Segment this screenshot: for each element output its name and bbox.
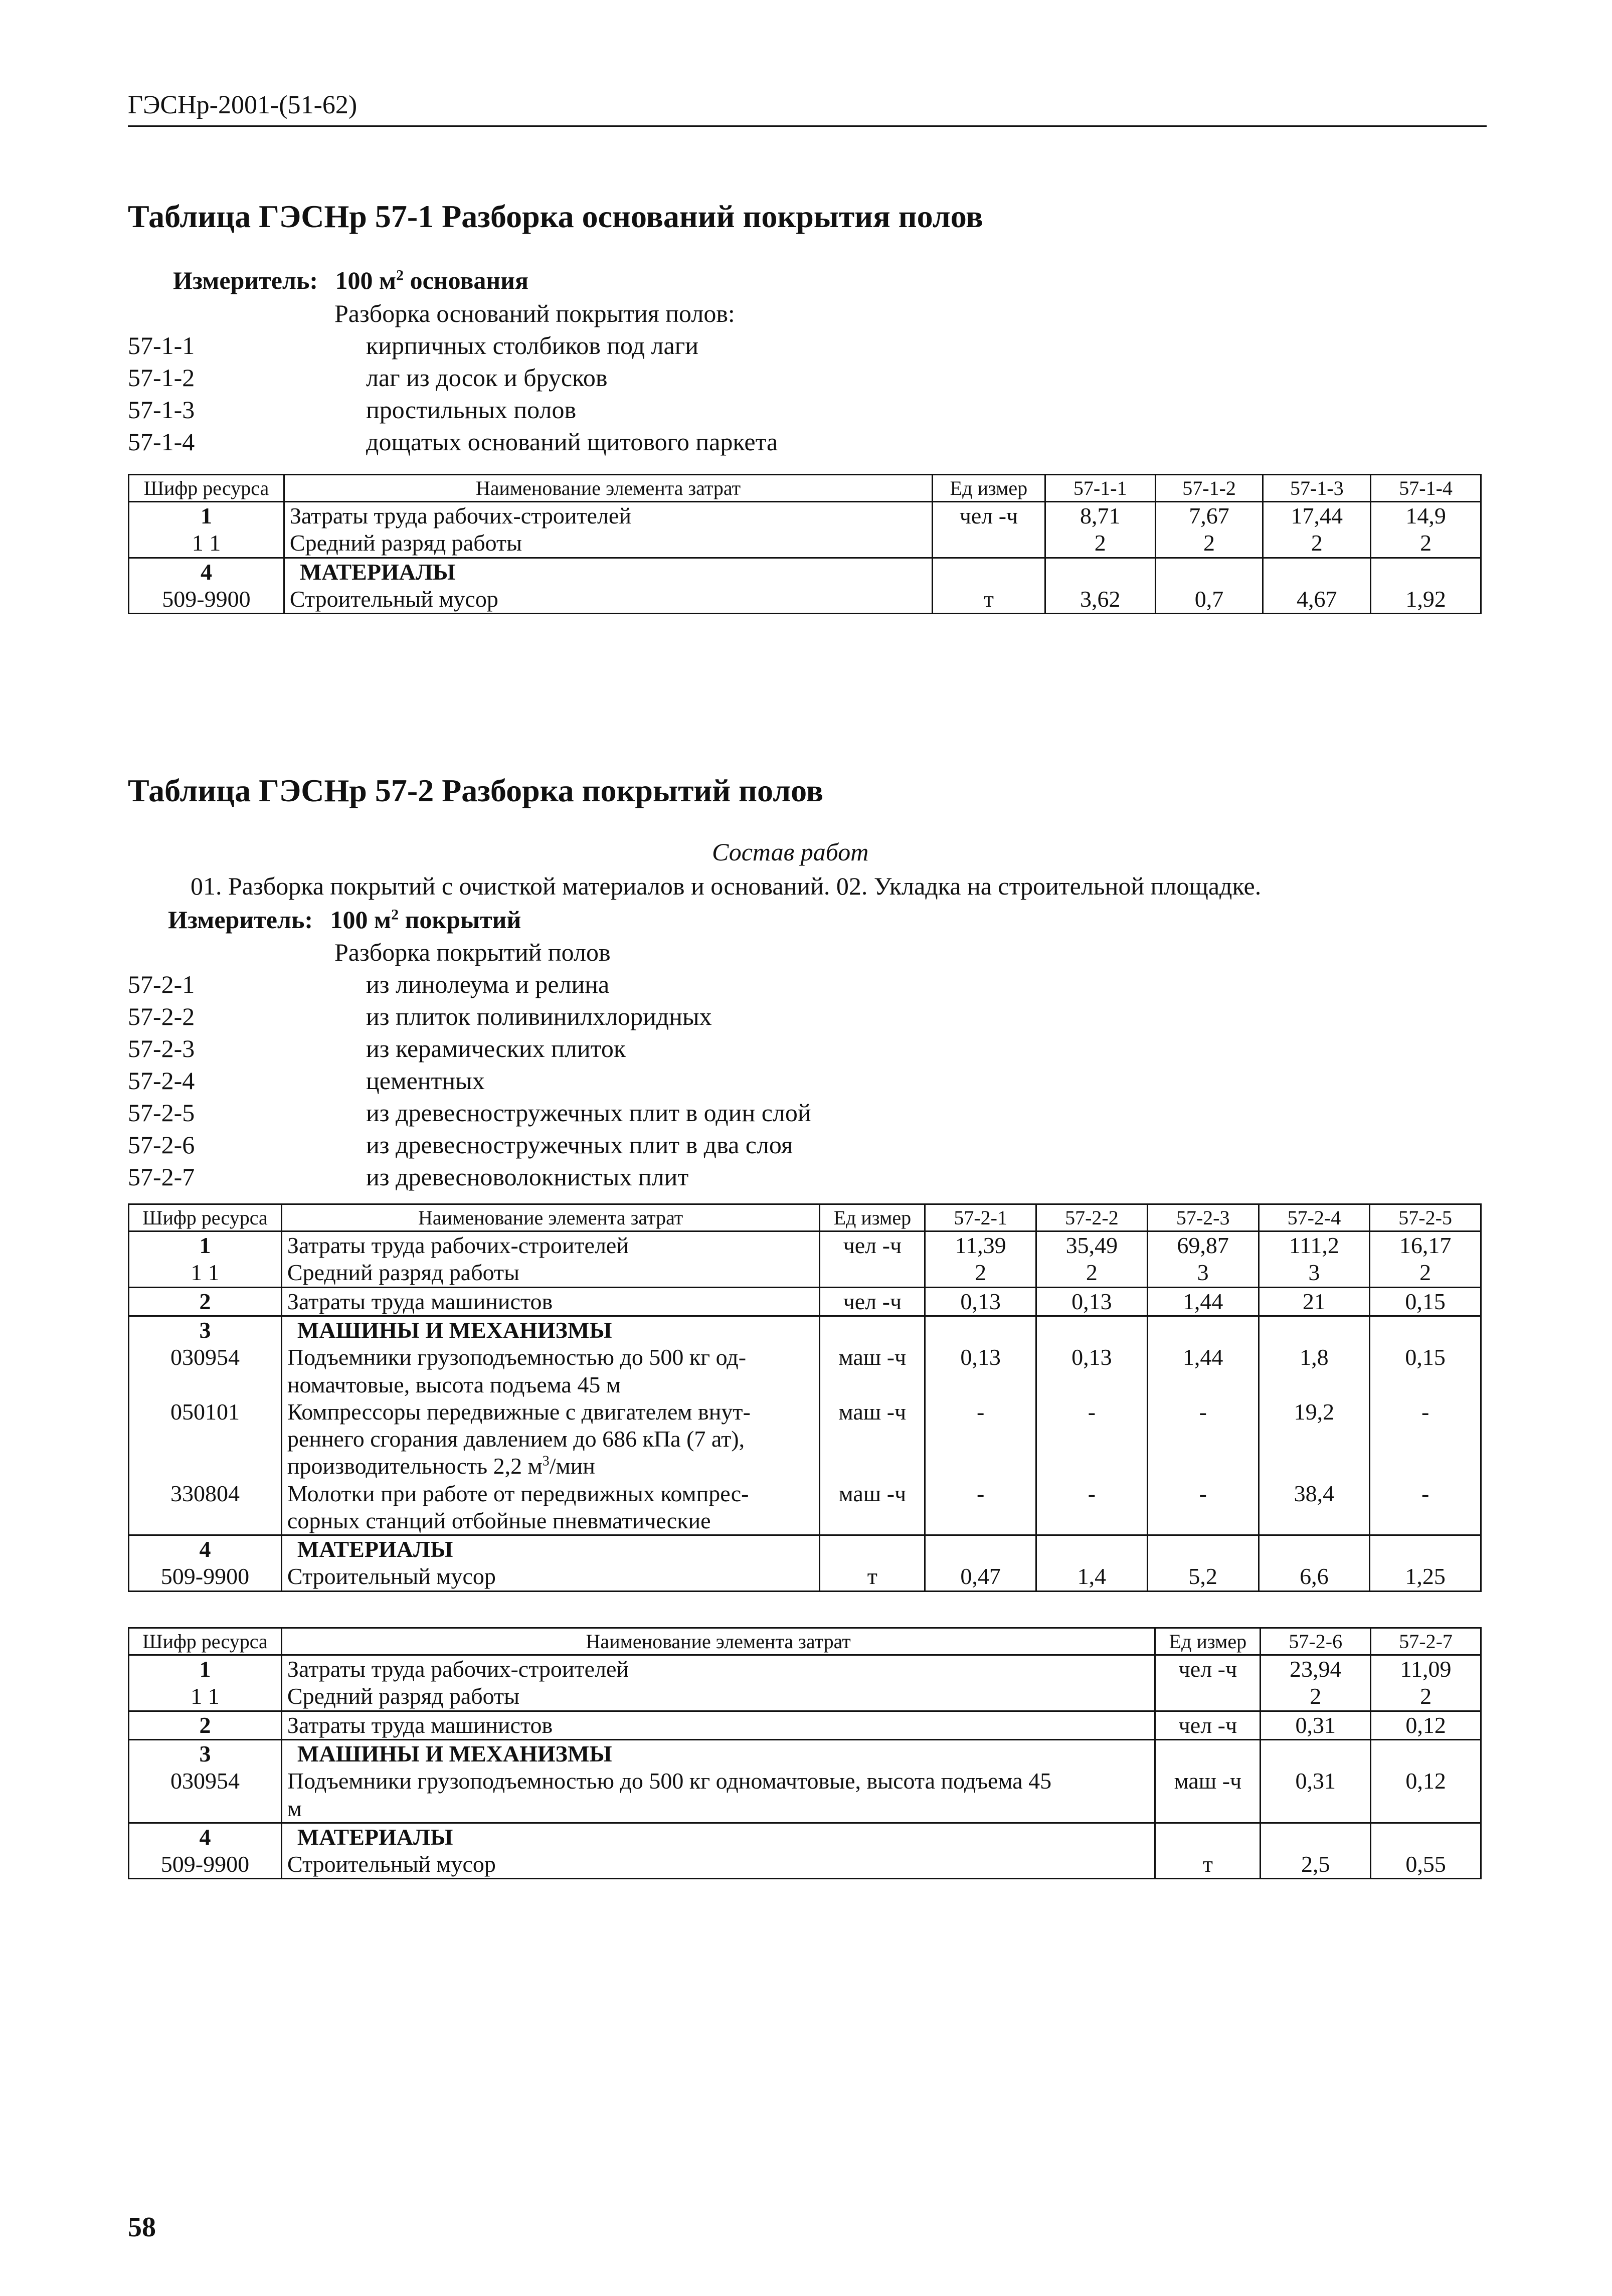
table-cell: 1 1 bbox=[129, 1259, 282, 1287]
table-cell: 0,15 bbox=[1370, 1344, 1481, 1398]
table-cell: МАШИНЫ И МЕХАНИЗМЫ bbox=[281, 1316, 820, 1344]
table-cell: чел -ч bbox=[1155, 1655, 1261, 1683]
table-cell bbox=[820, 1259, 925, 1287]
item-name: из линолеума и релина bbox=[366, 970, 610, 998]
item-code: 57-2-1 bbox=[128, 970, 195, 998]
list-item bbox=[128, 1130, 1131, 1162]
column-header: Наименование элемента затрат bbox=[281, 1204, 820, 1231]
table-cell: 1 bbox=[129, 1655, 282, 1683]
table-cell bbox=[820, 1316, 925, 1344]
page-number: 58 bbox=[128, 2212, 156, 2243]
table-cell: т bbox=[932, 586, 1045, 614]
table-cell bbox=[1261, 1823, 1371, 1851]
table-cell bbox=[1261, 1739, 1371, 1768]
table-cell bbox=[1036, 1535, 1148, 1563]
table-cell: 0,31 bbox=[1261, 1768, 1371, 1823]
table-cell: - bbox=[1370, 1398, 1481, 1480]
column-header: 57-1-1 bbox=[1045, 475, 1155, 502]
item-code: 57-1-1 bbox=[128, 331, 195, 360]
item-name: из керамических плиток bbox=[366, 1034, 626, 1063]
table-cell: 4,67 bbox=[1263, 586, 1371, 614]
table-cell: Строительный мусор bbox=[281, 1851, 1155, 1879]
table-cell: - bbox=[1370, 1480, 1481, 1535]
column-header: 57-1-3 bbox=[1263, 475, 1371, 502]
table-cell: 0,13 bbox=[925, 1344, 1036, 1398]
column-header: Шифр ресурса bbox=[129, 475, 284, 502]
item-name: из древесностружечных плит в два слоя bbox=[366, 1131, 793, 1159]
column-header: Ед измер bbox=[1155, 1628, 1261, 1655]
table-cell: 23,94 bbox=[1261, 1655, 1371, 1683]
item-name: из плиток поливинилхлоридных bbox=[366, 1002, 712, 1030]
table-cell: 2 bbox=[1370, 1259, 1481, 1287]
table-cell: Строительный мусор bbox=[284, 586, 932, 614]
table-row bbox=[129, 586, 1481, 614]
column-header: Шифр ресурса bbox=[129, 1628, 282, 1655]
column-header: 57-2-4 bbox=[1259, 1204, 1370, 1231]
table-cell: 3 bbox=[1259, 1259, 1370, 1287]
item-code: 57-1-4 bbox=[128, 428, 195, 456]
table-cell: т bbox=[820, 1563, 925, 1591]
table-cell: 1,44 bbox=[1147, 1287, 1259, 1316]
table-cell: 3 bbox=[129, 1316, 282, 1344]
table-cell: 19,2 bbox=[1259, 1398, 1370, 1480]
table-cell: Затраты труда рабочих-строителей bbox=[281, 1655, 1155, 1683]
list-item bbox=[128, 1098, 1131, 1130]
column-header: Наименование элемента затрат bbox=[284, 475, 932, 502]
table-row bbox=[129, 1231, 1481, 1260]
table-cell: 1,44 bbox=[1147, 1344, 1259, 1398]
table-cell: 35,49 bbox=[1036, 1231, 1148, 1260]
column-header: Шифр ресурса bbox=[129, 1204, 282, 1231]
table-row bbox=[129, 1287, 1481, 1316]
measure-sup: 2 bbox=[391, 906, 399, 923]
table-cell: 509-9900 bbox=[129, 1851, 282, 1879]
table-cell: 3 bbox=[1147, 1259, 1259, 1287]
table-cell bbox=[1259, 1535, 1370, 1563]
list-item bbox=[128, 1034, 1131, 1066]
table-cell: Затраты труда рабочих-строителей bbox=[284, 502, 932, 530]
table-cell: 3 bbox=[129, 1739, 282, 1768]
table-cell bbox=[820, 1535, 925, 1563]
table-cell: 2 bbox=[1036, 1259, 1148, 1287]
table-cell: - bbox=[1147, 1398, 1259, 1480]
column-header: 57-2-1 bbox=[925, 1204, 1036, 1231]
item-name: из древесноволокнистых плит bbox=[366, 1163, 689, 1191]
table-row bbox=[129, 502, 1481, 530]
item-name: из древесностружечных плит в один слой bbox=[366, 1099, 811, 1127]
table-cell: 2 bbox=[129, 1711, 282, 1739]
table-cell: чел -ч bbox=[932, 502, 1045, 530]
table-cell: 0,7 bbox=[1155, 586, 1263, 614]
table-header-row bbox=[129, 1204, 1481, 1231]
table-cell: 0,13 bbox=[925, 1287, 1036, 1316]
table2-item-list bbox=[128, 938, 1131, 1194]
list-item bbox=[128, 363, 1131, 395]
table-cell: 7,67 bbox=[1155, 502, 1263, 530]
table-cell: 0,47 bbox=[925, 1563, 1036, 1591]
table-cell: Средний разряд работы bbox=[281, 1683, 1155, 1711]
table-cell bbox=[925, 1535, 1036, 1563]
table-cell: МАТЕРИАЛЫ bbox=[284, 558, 932, 586]
item-code: 57-1-3 bbox=[128, 396, 195, 424]
table-cell: 1 bbox=[129, 1231, 282, 1260]
table-row bbox=[129, 1259, 1481, 1287]
measure-unit: основания bbox=[404, 266, 529, 294]
table-cell bbox=[1370, 1316, 1481, 1344]
item-code: 57-2-6 bbox=[128, 1131, 195, 1159]
table-cell: 330804 bbox=[129, 1480, 282, 1535]
work-composition-heading: Состав работ bbox=[712, 838, 869, 866]
item-name: кирпичных столбиков под лаги bbox=[366, 331, 698, 360]
header-divider bbox=[128, 125, 1487, 127]
table-row bbox=[129, 558, 1481, 586]
column-header: Ед измер bbox=[932, 475, 1045, 502]
measure-value: 100 м bbox=[330, 906, 392, 934]
table-cell: Молотки при работе от передвижных компрес- сорных станций отбойные пневматические bbox=[281, 1480, 820, 1535]
table-cell: 69,87 bbox=[1147, 1231, 1259, 1260]
table-cell: 1 1 bbox=[129, 529, 284, 558]
table-cell: МАТЕРИАЛЫ bbox=[281, 1535, 820, 1563]
table-cell: 2 bbox=[1155, 529, 1263, 558]
table-cell: 509-9900 bbox=[129, 586, 284, 614]
table-cell: 21 bbox=[1259, 1287, 1370, 1316]
table-cell bbox=[1259, 1316, 1370, 1344]
item-name: цементных bbox=[366, 1067, 485, 1095]
column-header: 57-1-4 bbox=[1371, 475, 1481, 502]
item-code: 57-2-7 bbox=[128, 1163, 195, 1191]
table-cell: 0,55 bbox=[1371, 1851, 1481, 1879]
table-row bbox=[129, 1851, 1481, 1879]
table-cell: 0,12 bbox=[1371, 1711, 1481, 1739]
table-cell bbox=[1155, 1823, 1261, 1851]
measure-sup: 2 bbox=[396, 267, 404, 284]
table-cell: 1,4 bbox=[1036, 1563, 1148, 1591]
table-cell: 17,44 bbox=[1263, 502, 1371, 530]
table-cell: - bbox=[1036, 1398, 1148, 1480]
table-cell: 6,6 bbox=[1259, 1563, 1370, 1591]
table-cell: чел -ч bbox=[820, 1231, 925, 1260]
table-cell bbox=[932, 529, 1045, 558]
table2-costs-part-a bbox=[128, 1203, 1482, 1592]
table-cell: Подъемники грузоподъемностью до 500 кг одномачтовые, высота подъема 45 м bbox=[281, 1768, 1155, 1823]
table-row bbox=[129, 1480, 1481, 1535]
group-name: Разборка оснований покрытия полов: bbox=[334, 299, 735, 327]
table-cell: 2 bbox=[1261, 1683, 1371, 1711]
table-row bbox=[129, 529, 1481, 558]
table-cell: 38,4 bbox=[1259, 1480, 1370, 1535]
table-cell: т bbox=[1155, 1851, 1261, 1879]
table2-measure bbox=[168, 905, 521, 934]
table-cell: 16,17 bbox=[1370, 1231, 1481, 1260]
table-row bbox=[129, 1535, 1481, 1563]
table-cell: МАТЕРИАЛЫ bbox=[281, 1823, 1155, 1851]
item-code: 57-2-4 bbox=[128, 1067, 195, 1095]
item-code: 57-2-3 bbox=[128, 1034, 195, 1063]
list-item bbox=[128, 1002, 1131, 1034]
table-cell: - bbox=[1147, 1480, 1259, 1535]
table-cell: 1,92 bbox=[1371, 586, 1481, 614]
table-row bbox=[129, 1316, 1481, 1344]
table-cell: маш -ч bbox=[820, 1480, 925, 1535]
table-cell: 5,2 bbox=[1147, 1563, 1259, 1591]
list-item bbox=[128, 331, 1131, 363]
table-cell: маш -ч bbox=[1155, 1768, 1261, 1823]
table-cell bbox=[1045, 558, 1155, 586]
table-cell: Компрессоры передвижные с двигателем внут- реннего сгорания давлением до 686 кПа (7 ат), производительность 2,2 $м^3$/мин bbox=[281, 1398, 820, 1480]
table-cell: 2,5 bbox=[1261, 1851, 1371, 1879]
table-cell bbox=[1036, 1316, 1148, 1344]
table-cell: 030954 bbox=[129, 1768, 282, 1823]
table-cell: 8,71 bbox=[1045, 502, 1155, 530]
table-cell: чел -ч bbox=[1155, 1711, 1261, 1739]
table-cell: 1 bbox=[129, 502, 284, 530]
item-name: лаг из досок и брусков bbox=[366, 364, 608, 392]
table-cell: - bbox=[1036, 1480, 1148, 1535]
measure-value: 100 м bbox=[335, 266, 397, 294]
list-item bbox=[128, 970, 1131, 1002]
work-composition-text: 01. Разборка покрытий с очисткой материалов и оснований. 02. Укладка на строительной площадке. bbox=[191, 872, 1262, 900]
table-cell bbox=[1155, 558, 1263, 586]
table-row bbox=[129, 1344, 1481, 1398]
table-cell: 509-9900 bbox=[129, 1563, 282, 1591]
table-cell: Затраты труда машинистов bbox=[281, 1711, 1155, 1739]
table-cell: Затраты труда рабочих-строителей bbox=[281, 1231, 820, 1260]
table-cell bbox=[1147, 1535, 1259, 1563]
column-header: 57-2-5 bbox=[1370, 1204, 1481, 1231]
table-cell: МАШИНЫ И МЕХАНИЗМЫ bbox=[281, 1739, 1155, 1768]
table-row bbox=[129, 1823, 1481, 1851]
measure-label: Измеритель: bbox=[168, 906, 313, 934]
table-cell: 4 bbox=[129, 1823, 282, 1851]
list-item bbox=[128, 1066, 1131, 1098]
table-cell: 0,13 bbox=[1036, 1287, 1148, 1316]
table-cell: 111,2 bbox=[1259, 1231, 1370, 1260]
table-row bbox=[129, 1739, 1481, 1768]
table-row bbox=[129, 1398, 1481, 1480]
table-cell bbox=[932, 558, 1045, 586]
table-cell: 11,09 bbox=[1371, 1655, 1481, 1683]
table-cell bbox=[1371, 1823, 1481, 1851]
table-cell: 0,15 bbox=[1370, 1287, 1481, 1316]
table-cell bbox=[1155, 1739, 1261, 1768]
list-item bbox=[128, 427, 1131, 459]
column-header: 57-2-7 bbox=[1371, 1628, 1481, 1655]
table-cell bbox=[1370, 1535, 1481, 1563]
table-cell: Затраты труда машинистов bbox=[281, 1287, 820, 1316]
table-cell: 2 bbox=[1371, 529, 1481, 558]
table-cell: 2 bbox=[1263, 529, 1371, 558]
table-cell: 3,62 bbox=[1045, 586, 1155, 614]
table-cell: 2 bbox=[1371, 1683, 1481, 1711]
table1-measure bbox=[173, 266, 528, 295]
table-cell: 2 bbox=[925, 1259, 1036, 1287]
measure-label: Измеритель: bbox=[173, 266, 318, 294]
table-cell bbox=[1155, 1683, 1261, 1711]
item-name: дощатых оснований щитового паркета bbox=[366, 428, 778, 456]
column-header: 57-1-2 bbox=[1155, 475, 1263, 502]
table2-costs-part-b bbox=[128, 1627, 1482, 1879]
table-header-row bbox=[129, 1628, 1481, 1655]
table-cell: 1,25 bbox=[1370, 1563, 1481, 1591]
group-name: Разборка покрытий полов bbox=[334, 938, 611, 966]
table-cell: маш -ч bbox=[820, 1344, 925, 1398]
table-cell bbox=[1263, 558, 1371, 586]
item-code: 57-1-2 bbox=[128, 364, 195, 392]
table-row bbox=[129, 1655, 1481, 1683]
table-row bbox=[129, 1563, 1481, 1591]
table-cell: 1,8 bbox=[1259, 1344, 1370, 1398]
table-cell: 0,13 bbox=[1036, 1344, 1148, 1398]
item-name: простильных полов bbox=[366, 396, 577, 424]
table-header-row bbox=[129, 475, 1481, 502]
column-header: Наименование элемента затрат bbox=[281, 1628, 1155, 1655]
table1-title: Таблица ГЭСНр 57-1 Разборка оснований покрытия полов bbox=[128, 199, 983, 234]
column-header: Ед измер bbox=[820, 1204, 925, 1231]
table-cell: 4 bbox=[129, 1535, 282, 1563]
table-cell: Строительный мусор bbox=[281, 1563, 820, 1591]
document-code: ГЭСНр-2001-(51-62) bbox=[128, 91, 357, 119]
table-cell: - bbox=[925, 1398, 1036, 1480]
column-header: 57-2-3 bbox=[1147, 1204, 1259, 1231]
table1-costs bbox=[128, 474, 1482, 614]
measure-unit: покрытий bbox=[399, 906, 521, 934]
table-cell: маш -ч bbox=[820, 1398, 925, 1480]
table-row bbox=[129, 1683, 1481, 1711]
table-row bbox=[129, 1768, 1481, 1823]
table-cell: 050101 bbox=[129, 1398, 282, 1480]
table1-item-list bbox=[128, 299, 1131, 459]
table-cell: 11,39 bbox=[925, 1231, 1036, 1260]
list-item bbox=[128, 1162, 1131, 1194]
table-cell bbox=[1371, 558, 1481, 586]
table-row bbox=[129, 1711, 1481, 1739]
table-cell: Средний разряд работы bbox=[284, 529, 932, 558]
table-cell: 14,9 bbox=[1371, 502, 1481, 530]
table-cell: 0,31 bbox=[1261, 1711, 1371, 1739]
table-cell: 1 1 bbox=[129, 1683, 282, 1711]
column-header: 57-2-6 bbox=[1261, 1628, 1371, 1655]
list-item bbox=[128, 395, 1131, 427]
table-cell: чел -ч bbox=[820, 1287, 925, 1316]
table-cell bbox=[1371, 1739, 1481, 1768]
item-code: 57-2-5 bbox=[128, 1099, 195, 1127]
table-cell: - bbox=[925, 1480, 1036, 1535]
table-cell bbox=[925, 1316, 1036, 1344]
table2-title: Таблица ГЭСНр 57-2 Разборка покрытий полов bbox=[128, 773, 824, 808]
table-cell: 4 bbox=[129, 558, 284, 586]
table-cell: Средний разряд работы bbox=[281, 1259, 820, 1287]
table-cell: 030954 bbox=[129, 1344, 282, 1398]
column-header: 57-2-2 bbox=[1036, 1204, 1148, 1231]
item-code: 57-2-2 bbox=[128, 1002, 195, 1030]
table-cell: 2 bbox=[129, 1287, 282, 1316]
table-cell: 2 bbox=[1045, 529, 1155, 558]
table-cell: 0,12 bbox=[1371, 1768, 1481, 1823]
table-cell: Подъемники грузоподъемностью до 500 кг од- номачтовые, высота подъема 45 м bbox=[281, 1344, 820, 1398]
table-cell bbox=[1147, 1316, 1259, 1344]
